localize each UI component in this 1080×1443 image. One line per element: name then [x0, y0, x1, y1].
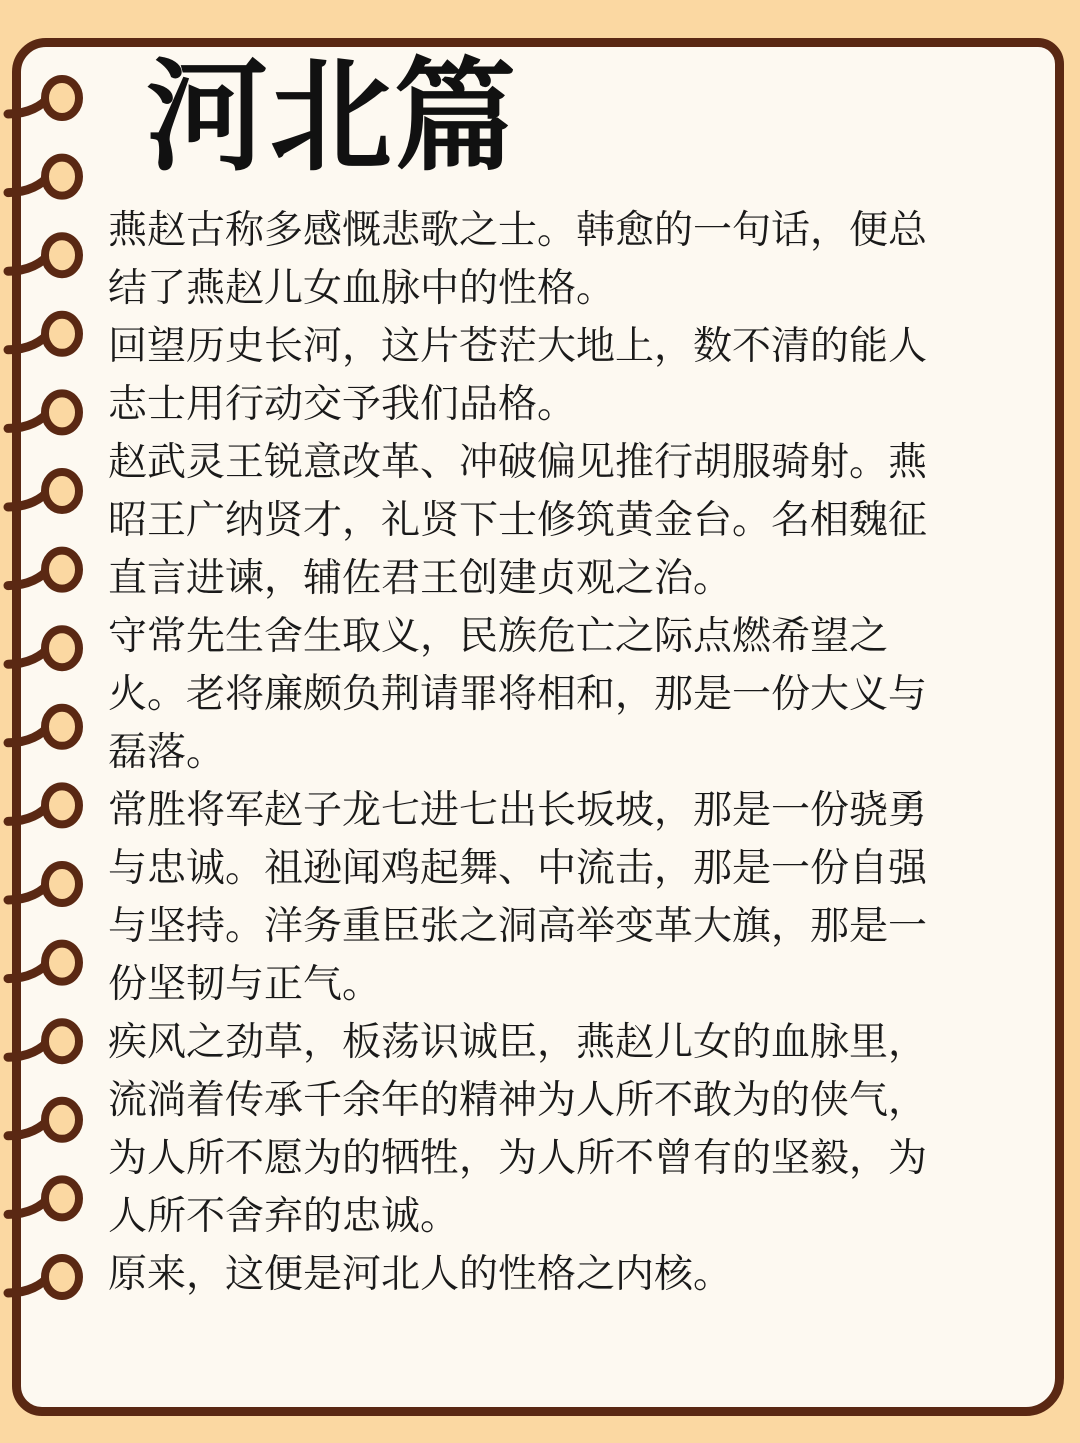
paragraph-4: 守常先生舍生取义，民族危亡之际点燃希望之 火。老将廉颇负荆请罪将相和，那是一份大义与 磊落。	[108, 614, 928, 775]
binding-ring	[8, 786, 79, 824]
binding-ring	[8, 472, 79, 510]
paragraph-3: 赵武灵王锐意改革、冲破偏见推行胡服骑射。燕 昭王广纳贤才，礼贤下士修筑黄金台。名相魏征 直言进谏，辅佐君王创建贞观之治。	[108, 440, 928, 601]
binding-ring	[8, 1179, 79, 1217]
binding-ring	[8, 865, 79, 903]
binding-ring	[8, 1101, 79, 1139]
binding-ring	[8, 944, 79, 982]
spiral-binding	[0, 0, 110, 1443]
paragraph-5: 常胜将军赵子龙七进七出长坂坡，那是一份骁勇 与忠诚。祖逊闻鸡起舞、中流击，那是一份自强 与坚持。洋务重臣张之洞高举变革大旗，那是一 份坚韧与正气。	[108, 788, 928, 1007]
binding-ring	[8, 1258, 79, 1296]
binding-ring	[8, 158, 79, 196]
binding-ring	[8, 629, 79, 667]
binding-ring	[8, 315, 79, 353]
page-title: 河北篇	[146, 46, 518, 188]
binding-ring	[8, 551, 79, 589]
binding-ring	[8, 393, 79, 431]
paragraph-7: 原来，这便是河北人的性格之内核。	[108, 1252, 733, 1297]
binding-ring	[8, 1022, 79, 1060]
paragraph-2: 回望历史长河，这片苍茫大地上，数不清的能人 志士用行动交予我们品格。	[108, 324, 928, 427]
paragraph-6: 疾风之劲草，板荡识诚臣，燕赵儿女的血脉里， 流淌着传承千余年的精神为人所不敢为的侠气， 为人所不愿为的牺牲，为人所不曾有的坚毅，为 人所不舍弃的忠诚。	[108, 1020, 928, 1239]
binding-ring	[8, 236, 79, 274]
article-body	[108, 202, 994, 1304]
binding-ring	[8, 79, 79, 117]
binding-ring	[8, 708, 79, 746]
paragraph-1: 燕赵古称多感慨悲歌之士。韩愈的一句话，便总 结了燕赵儿女血脉中的性格。	[108, 208, 928, 311]
